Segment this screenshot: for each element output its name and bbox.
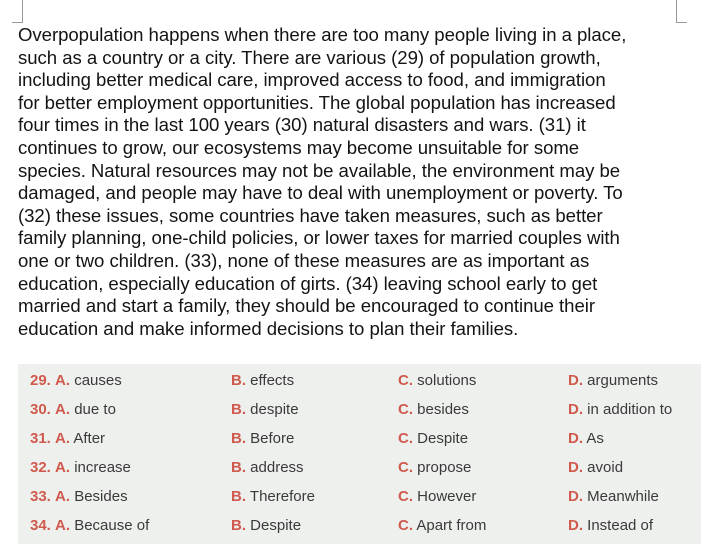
option-c bbox=[398, 366, 476, 395]
option-letter: D. bbox=[568, 372, 583, 389]
option-c bbox=[398, 395, 469, 424]
passage-line: such as a country or a city. There are various (29) of population growth, bbox=[18, 46, 601, 68]
option-letter: D. bbox=[568, 517, 583, 534]
option-d bbox=[568, 395, 672, 424]
option-a bbox=[30, 366, 122, 395]
option-a bbox=[30, 482, 128, 511]
option-text: Besides bbox=[74, 488, 128, 505]
option-text: arguments bbox=[587, 372, 659, 389]
passage-line: education and make informed decisions to plan their families. bbox=[18, 317, 519, 339]
question-number: 34. bbox=[30, 517, 51, 534]
option-letter: B. bbox=[231, 372, 246, 389]
passage-line: species. Natural resources may not be available, the environment may be bbox=[18, 159, 621, 181]
passage-line: (32) these issues, some countries have taken measures, such as better bbox=[18, 204, 603, 226]
question-row-32 bbox=[18, 453, 701, 482]
question-row-30 bbox=[18, 395, 701, 424]
option-text: solutions bbox=[417, 372, 477, 389]
passage-line: married and start a family, they should be encouraged to continue their bbox=[18, 295, 595, 317]
option-d bbox=[568, 482, 659, 511]
option-text: address bbox=[250, 459, 304, 476]
passage-line: education, especially education of girts. (34) leaving school early to get bbox=[18, 272, 598, 294]
option-text: Instead of bbox=[587, 517, 654, 534]
question-row-29 bbox=[18, 366, 701, 395]
option-d bbox=[568, 366, 658, 395]
option-letter: B. bbox=[231, 517, 246, 534]
option-letter: B. bbox=[231, 430, 246, 447]
option-d bbox=[568, 453, 623, 482]
crop-corner-left bbox=[12, 0, 23, 23]
option-text: After bbox=[73, 430, 106, 447]
crop-corner-right bbox=[676, 0, 687, 23]
option-c bbox=[398, 424, 468, 453]
option-b bbox=[231, 482, 315, 511]
option-letter: D. bbox=[568, 459, 583, 476]
option-text: effects bbox=[250, 372, 295, 389]
option-c bbox=[398, 511, 486, 540]
option-text: in addition to bbox=[587, 401, 673, 418]
option-b bbox=[231, 395, 299, 424]
option-d bbox=[568, 511, 653, 540]
option-text: propose bbox=[417, 459, 472, 476]
option-a bbox=[30, 395, 116, 424]
option-letter: C. bbox=[398, 488, 413, 505]
question-row-34 bbox=[18, 511, 701, 540]
option-b bbox=[231, 366, 294, 395]
option-letter: D. bbox=[568, 430, 583, 447]
option-text: However bbox=[417, 488, 477, 505]
option-c bbox=[398, 453, 471, 482]
option-letter: A. bbox=[55, 488, 71, 505]
passage-line: damaged, and people may have to deal with unemployment or poverty. To bbox=[18, 182, 623, 204]
question-number: 33. bbox=[30, 488, 51, 505]
option-b bbox=[231, 453, 304, 482]
question-row-31 bbox=[18, 424, 701, 453]
option-letter: B. bbox=[231, 459, 246, 476]
passage-line: including better medical care, improved access to food, and immigration bbox=[18, 69, 606, 91]
option-letter: B. bbox=[231, 401, 246, 418]
option-letter: C. bbox=[398, 459, 413, 476]
passage-line: continues to grow, our ecosystems may become unsuitable for some bbox=[18, 136, 580, 158]
option-text: Before bbox=[250, 430, 295, 447]
option-letter: A. bbox=[55, 430, 71, 447]
answer-options-table bbox=[18, 364, 701, 544]
passage-line: one or two children. (33), none of these measures are as important as bbox=[18, 249, 590, 271]
option-letter: A. bbox=[55, 372, 71, 389]
option-a bbox=[30, 424, 105, 453]
option-letter: C. bbox=[398, 401, 413, 418]
option-a bbox=[30, 511, 149, 540]
option-d bbox=[568, 424, 604, 453]
option-letter: C. bbox=[398, 430, 413, 447]
option-letter: D. bbox=[568, 488, 583, 505]
passage-line: Overpopulation happens when there are too many people living in a place, bbox=[18, 24, 627, 45]
option-letter: A. bbox=[55, 517, 71, 534]
option-text: besides bbox=[417, 401, 469, 418]
option-letter: C. bbox=[398, 517, 413, 534]
option-text: Despite bbox=[250, 517, 302, 534]
option-b bbox=[231, 511, 301, 540]
option-a bbox=[30, 453, 131, 482]
option-text: despite bbox=[250, 401, 299, 418]
question-number: 32. bbox=[30, 459, 51, 476]
option-letter: B. bbox=[231, 488, 246, 505]
option-letter: C. bbox=[398, 372, 413, 389]
option-letter: D. bbox=[568, 401, 583, 418]
option-text: As bbox=[586, 430, 604, 447]
option-text: Because of bbox=[74, 517, 150, 534]
option-text: causes bbox=[74, 372, 122, 389]
option-text: avoid bbox=[587, 459, 624, 476]
option-text: Therefore bbox=[249, 488, 315, 505]
option-letter: A. bbox=[55, 459, 71, 476]
passage-line: for better employment opportunities. The global population has increased bbox=[18, 91, 616, 113]
question-number: 31. bbox=[30, 430, 51, 447]
option-text: Meanwhile bbox=[587, 488, 659, 505]
option-text: due to bbox=[74, 401, 116, 418]
passage-line: family planning, one-child policies, or lower taxes for married couples with bbox=[18, 227, 620, 249]
option-b bbox=[231, 424, 294, 453]
option-text: Apart from bbox=[416, 517, 487, 534]
reading-passage bbox=[18, 24, 698, 340]
option-letter: A. bbox=[55, 401, 71, 418]
option-text: increase bbox=[74, 459, 131, 476]
question-row-33 bbox=[18, 482, 701, 511]
question-number: 30. bbox=[30, 401, 51, 418]
option-c bbox=[398, 482, 476, 511]
option-text: Despite bbox=[417, 430, 469, 447]
question-number: 29. bbox=[30, 372, 51, 389]
passage-line: four times in the last 100 years (30) natural disasters and wars. (31) it bbox=[18, 114, 586, 136]
